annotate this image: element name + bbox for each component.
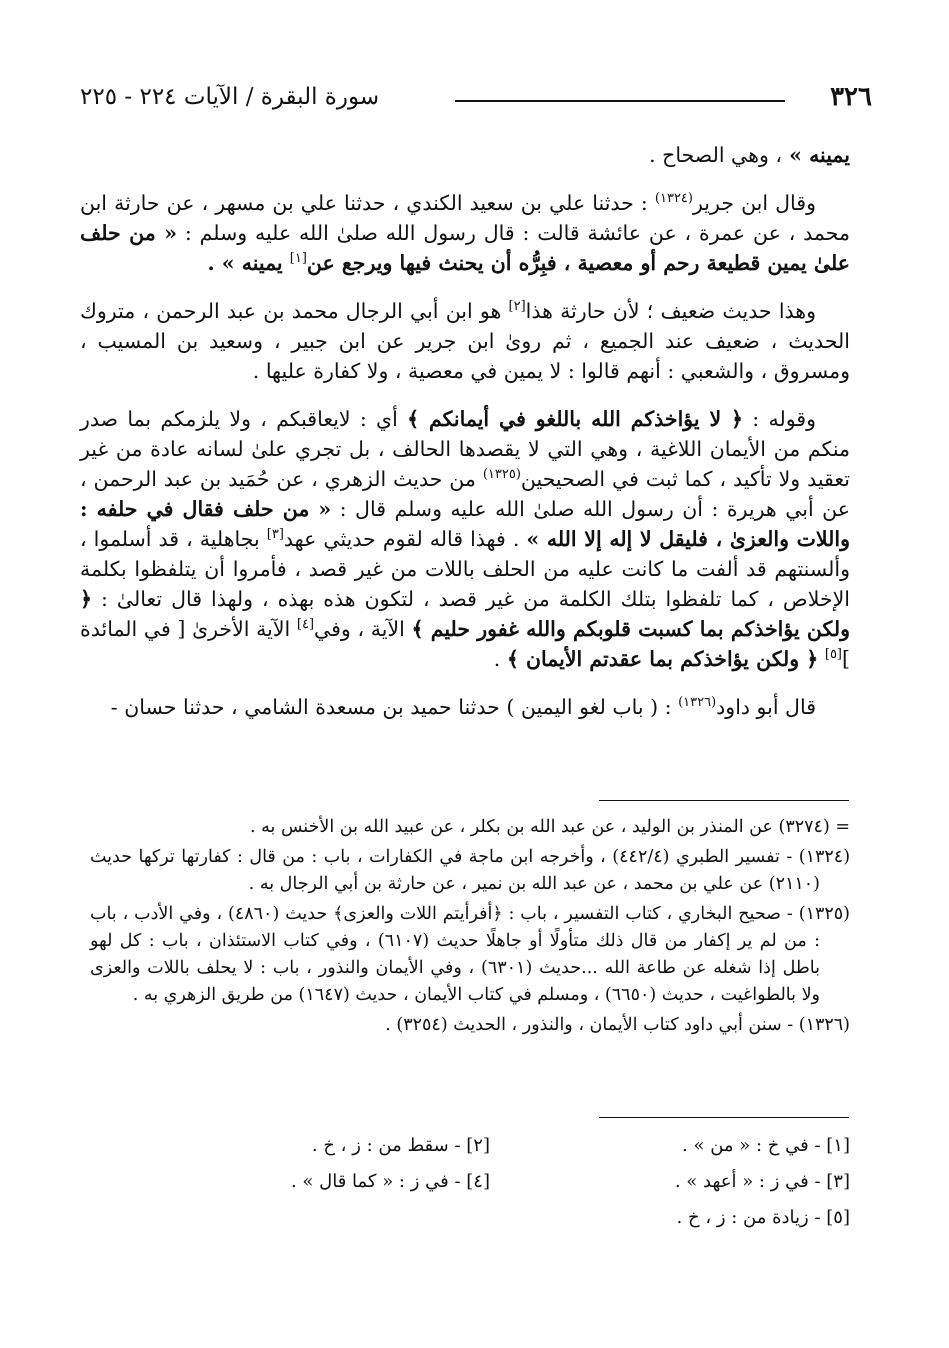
- reference-marker: [٥]: [824, 647, 842, 663]
- footnote: (١٣٢٥) - صحيح البخاري ، كتاب التفسير ، باب : ﴿أفرأيتم اللات والعزى﴾ حديث (٤٨٦٠) ، وفي الأدب ، باب : من لم ير إكفار من قال ذلك متأولًا أو جاهلًا حديث (٦١٠٧) ، وفي كتاب الاستئذان ، باب : كل لهو باطل إذا شغله عن طاعة الله ...حديث (٦٣٠١) ، وفي الأيمان والنذور ، باب : لا يحلف باللات والعزى ولا بالطواغيت ، حديث (٦٦٥٠) ، ومسلم في كتاب الأيمان ، حديث (١٦٤٧) من طريق الزهري به .: [90, 904, 850, 1005]
- text-run: وقال ابن جرير: [693, 191, 816, 215]
- header-rule: [455, 100, 785, 102]
- note-row: [120, 1200, 850, 1236]
- reference-marker: [٢]: [508, 299, 526, 315]
- text-run: الآية الأخرىٰ [ في المائدة ]: [80, 617, 850, 671]
- text-run: : ( باب لغو اليمين ) حدثنا حميد بن مسعدة الشامي ، حدثنا حسان -: [110, 695, 679, 719]
- note-row: [120, 1164, 850, 1200]
- variant-note: [٣] - في ز : « أعهد » .: [674, 1171, 850, 1192]
- reference-marker: [٣]: [266, 527, 284, 543]
- variant-note: [٢] - سقط من : ز ، خ .: [311, 1135, 490, 1156]
- variant-notes: [120, 1128, 850, 1236]
- variant-note: [٥] - زيادة من : ز ، خ .: [676, 1207, 850, 1228]
- text-run: بجاهلية ، قد أسلموا ، وألسنتهم قد ألفت ما كانت عليه من الحلف باللات من غير قصد ، فأمروا أن يتلفظوا بكلمة الإخلاص ، كما تلفظوا بتلك الكلمة من غير قصد ، لتكون هذه بهذه ، ولهذا قال تعالىٰ :: [80, 527, 850, 611]
- reference-marker: [١]: [289, 251, 307, 267]
- reference-marker: (١٣٢٦): [678, 695, 717, 711]
- text-run: الآية ، وفي: [314, 617, 412, 641]
- text-run: وقوله :: [743, 407, 816, 431]
- reference-marker: (١٣٢٤): [654, 191, 693, 207]
- reference-marker: [٤]: [296, 617, 315, 633]
- emphasized-text: يمينه » .: [207, 251, 290, 275]
- text-run: هو ابن أبي الرجال محمد بن عبد الرحمن ، متروك الحديث ، ضعيف عند الجميع ، ثم روىٰ ابن جرير عن ابن جبير ، وسعيد بن المسيب ، ومسروق ، والشعبي : أنهم قالوا : لا يمين في معصية ، ولا كفارة عليها .: [80, 299, 850, 383]
- text-run: من حديث الزهري ، عن حُمَيد بن عبد الرحمن ، عن أبي هريرة : أن رسول الله صلىٰ الله عليه وسلم قال :: [80, 467, 850, 521]
- text-run: .: [493, 647, 507, 671]
- footnote: = (٣٢٧٤) عن المنذر بن الوليد ، عن عبد الله بن بكلر ، عن عبيد الله بن الأخنس به .: [250, 817, 850, 837]
- text-run: : حدثنا علي بن سعيد الكندي ، حدثنا علي بن مسهر ، عن حارثة ابن محمد ، عن عمرة ، عن عائشة قالت : قال رسول الله صلىٰ الله عليه وسلم :: [80, 191, 850, 245]
- emphasized-text: يمينه »: [781, 143, 850, 167]
- paragraph: [80, 404, 850, 674]
- text-run: وهذا حديث ضعيف ؛ لأن حارثة هذا: [525, 299, 816, 323]
- footnote-separator: [599, 800, 849, 801]
- page-number: ٣٢٦: [830, 82, 872, 112]
- variant-note: [٤] - في ز : « كما قال » .: [290, 1171, 490, 1192]
- paragraph: [80, 140, 850, 170]
- main-text: [80, 140, 850, 740]
- text-run: أي : لايعاقبكم ، ولا يلزمكم بما صدر منكم من الأيمان اللاغية ، وهي التي لا يقصدها الحالف ، بل تجري علىٰ لسانه عادة من غير تعقيد ولا تأكيد ، كما ثبت في الصحيحين: [80, 407, 850, 491]
- emphasized-text: « من حلف فقال في حلفه : واللات والعزىٰ ، فليقل لا إله إلا الله »: [80, 497, 851, 551]
- paragraph: [80, 296, 850, 386]
- emphasized-text: ﴿ ولكن يؤاخذكم بما كسبت قلوبكم والله غفور حليم ﴾: [80, 587, 850, 641]
- text-run: قال أبو داود: [716, 695, 816, 719]
- footnote: (١٣٢٤) - تفسير الطبري (٤٤٢/٤) ، وأخرجه ابن ماجة في الكفارات ، باب : من قال : كفارتها تركها حديث (٢١١٠) عن علي بن محمد ، عن عبد الله بن نمير ، عن حارثة بن أبي الرجال به .: [90, 847, 851, 894]
- footnote: (١٣٢٦) - سنن أبي داود كتاب الأيمان ، والنذور ، الحديث (٣٢٥٤) .: [385, 1015, 850, 1035]
- variant-note: [130, 1200, 490, 1236]
- text-run: . فهذا قاله لقوم حديثي عهد: [283, 527, 527, 551]
- footnotes: [90, 814, 850, 1042]
- running-title: سورة البقرة / الآيات ٢٢٤ - ٢٢٥: [80, 84, 380, 110]
- note-row: [120, 1128, 850, 1164]
- text-run: ، وهي الصحاح .: [649, 143, 782, 167]
- emphasized-text: ﴿ لا يؤاخذكم الله باللغو في أيمانكم ﴾: [407, 407, 744, 431]
- variant-note: [١] - في خ : « من » .: [682, 1135, 850, 1156]
- emphasized-text: ﴿ ولكن يؤاخذكم بما عقدتم الأيمان ﴾: [506, 647, 819, 671]
- page-header: [60, 82, 880, 122]
- notes-separator: [599, 1117, 849, 1118]
- paragraph: [80, 692, 850, 722]
- paragraph: [80, 188, 850, 278]
- emphasized-text: « من حلف علىٰ يمين قطيعة رحم أو معصية ، فبِرُّه أن يحنث فيها ويرجع عن: [80, 221, 850, 275]
- reference-marker: (١٣٢٥): [482, 467, 521, 483]
